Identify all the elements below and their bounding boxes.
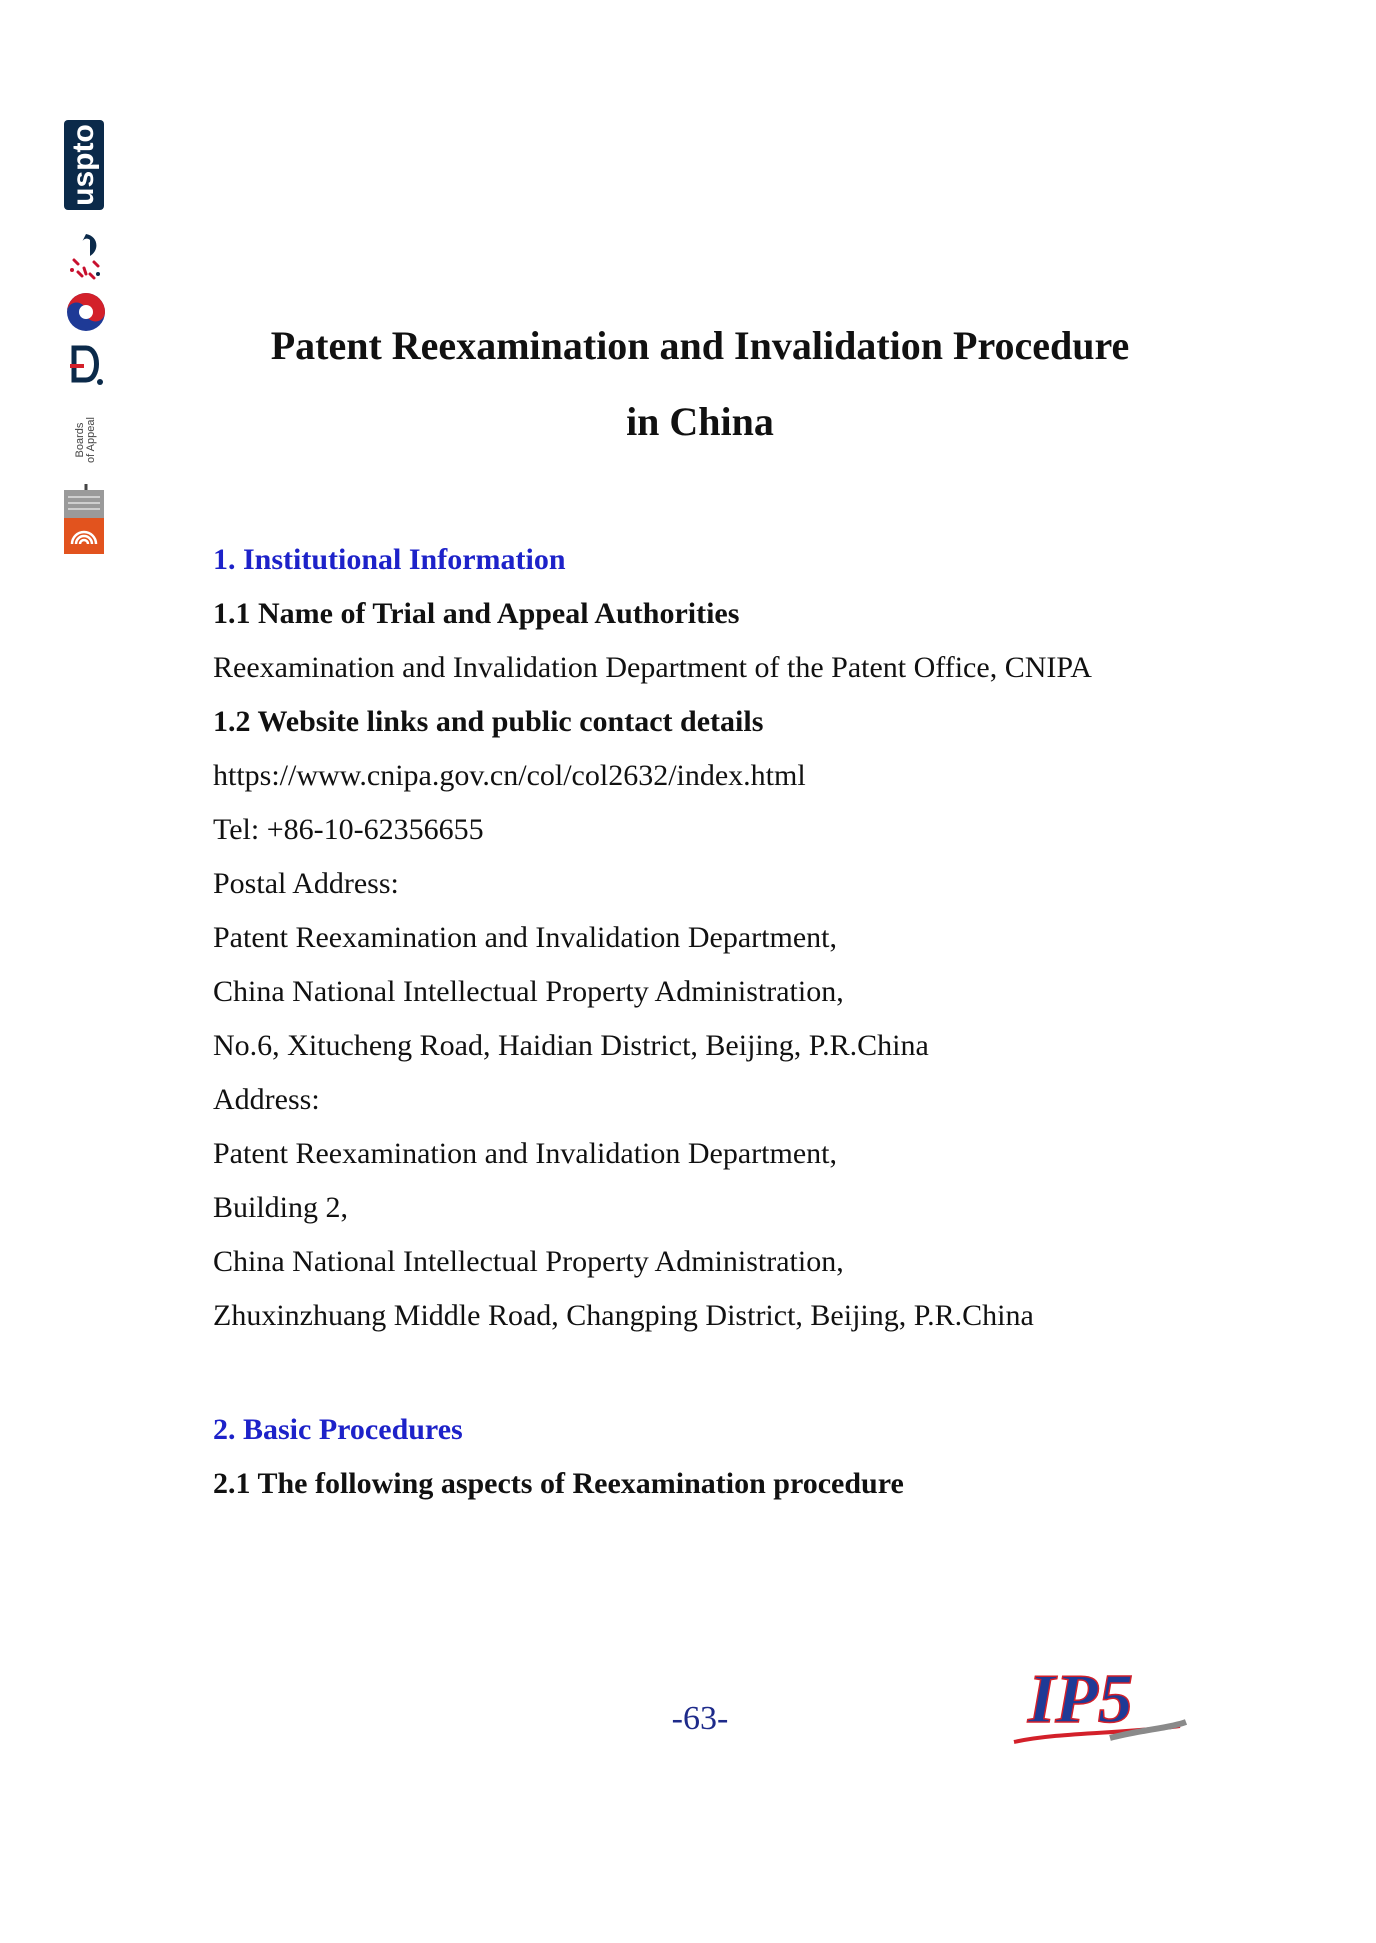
- address-line: Building 2,: [213, 1191, 349, 1224]
- postal-address-line: No.6, Xitucheng Road, Haidian District, Beijing, P.R.China: [213, 1029, 929, 1062]
- boards-of-appeal-text: [75, 417, 97, 463]
- address-line: Zhuxinzhuang Middle Road, Changping District, Beijing, P.R.China: [213, 1299, 1034, 1332]
- postal-address-label: Postal Address:: [213, 867, 399, 900]
- address-line: China National Intellectual Property Administration,: [213, 1245, 844, 1278]
- section1-1-heading: 1.1 Name of Trial and Appeal Authorities: [213, 597, 740, 630]
- document-title-line2: in China: [626, 399, 774, 444]
- document-title-line1: Patent Reexamination and Invalidation Procedure: [270, 323, 1130, 368]
- address-line: Patent Reexamination and Invalidation Department,: [213, 1137, 837, 1170]
- authority-name: Reexamination and Invalidation Department of the Patent Office, CNIPA: [213, 651, 1092, 684]
- uspto-logo: [64, 120, 104, 210]
- postal-address-line: China National Intellectual Property Administration,: [213, 975, 844, 1008]
- cnipa-logo: [64, 490, 104, 554]
- epo-logo: [64, 342, 108, 390]
- website-link[interactable]: https://www.cnipa.gov.cn/col/col2632/index.html: [213, 759, 806, 792]
- section2-1-heading: 2.1 The following aspects of Reexamination procedure: [213, 1467, 904, 1500]
- telephone: Tel: +86-10-62356655: [213, 813, 484, 846]
- uspto-logo-text: uspto: [67, 124, 100, 206]
- jpo-logo: [64, 230, 108, 282]
- section2-heading: 2. Basic Procedures: [213, 1413, 463, 1446]
- boards-text: Boards: [74, 422, 86, 458]
- postal-address-line: Patent Reexamination and Invalidation Department,: [213, 921, 837, 954]
- section1-heading: 1. Institutional Information: [213, 543, 566, 576]
- kipo-logo: [64, 290, 108, 334]
- address-label: Address:: [213, 1083, 320, 1116]
- section1-2-heading: 1.2 Website links and public contact details: [213, 705, 764, 738]
- of-appeal-text: of Appeal: [85, 417, 97, 463]
- ip5-logo-text: IP5: [1028, 1661, 1133, 1738]
- ip5-logo: [1010, 1650, 1190, 1750]
- page-number: -63-: [671, 1700, 729, 1737]
- ip5-partner-logos: [64, 120, 108, 560]
